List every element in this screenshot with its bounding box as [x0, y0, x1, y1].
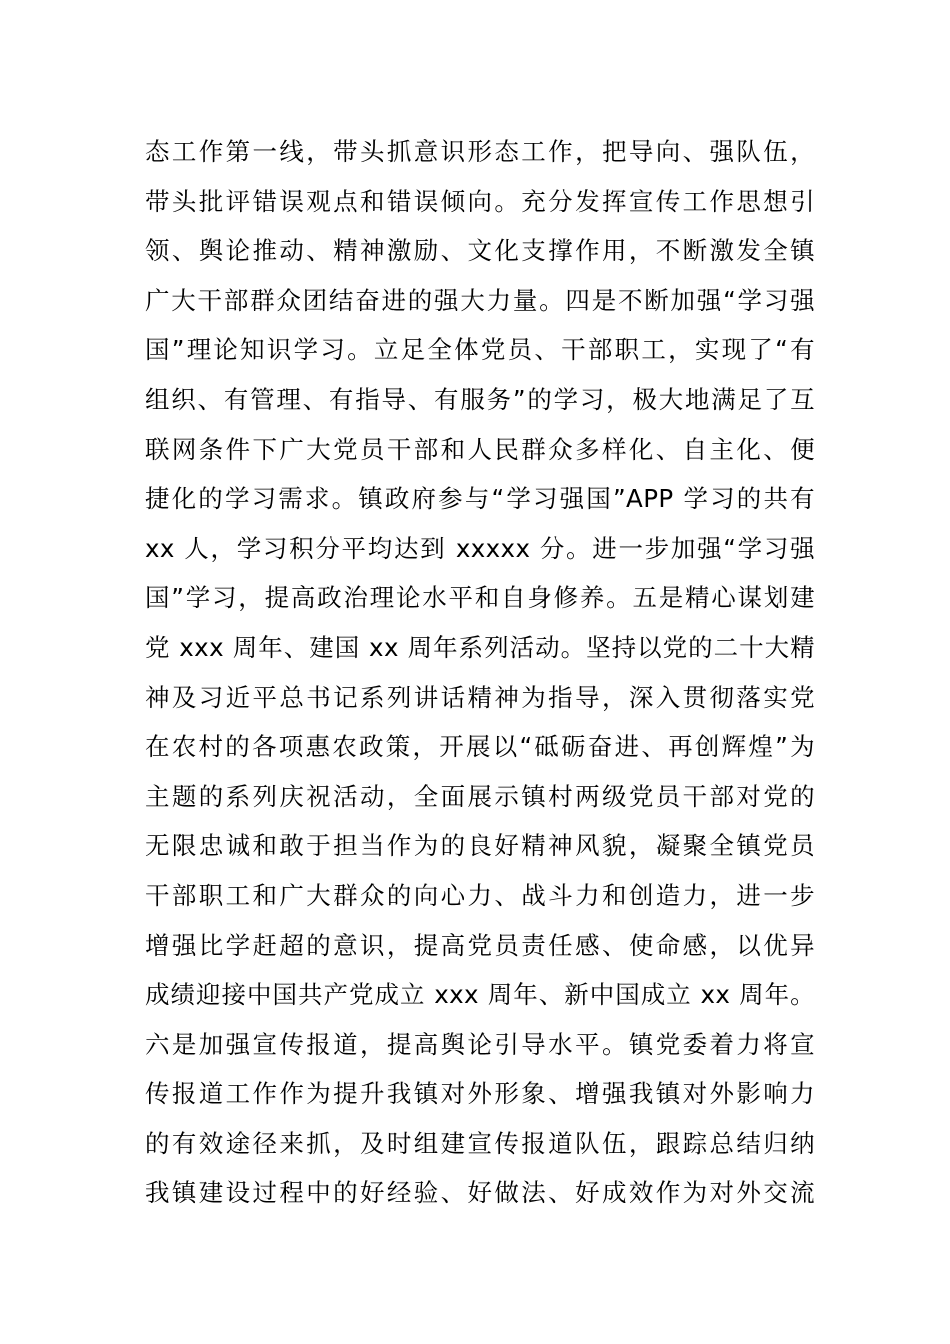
text-line: 联网条件下广大党员干部和人民群众多样化、自主化、便: [145, 434, 815, 464]
text-line: 广大干部群众团结奋进的强大力量。四是不断加强“学习强: [145, 285, 815, 315]
text-line: 党 xxx 周年、建国 xx 周年系列活动。坚持以党的二十大精: [145, 632, 815, 662]
text-line: 我镇建设过程中的好经验、好做法、好成效作为对外交流: [145, 1178, 815, 1208]
text-line: 国”理论知识学习。立足全体党员、干部职工，实现了“有: [145, 335, 815, 365]
body-paragraph: [145, 127, 815, 1218]
text-line: 增强比学赶超的意识，提高党员责任感、使命感，以优异: [145, 930, 815, 960]
text-line: 国”学习，提高政治理论水平和自身修养。五是精心谋划建: [145, 583, 815, 613]
text-line: 干部职工和广大群众的向心力、战斗力和创造力，进一步: [145, 880, 815, 910]
text-line: 成绩迎接中国共产党成立 xxx 周年、新中国成立 xx 周年。: [145, 980, 815, 1010]
text-line: 无限忠诚和敢于担当作为的良好精神风貌，凝聚全镇党员: [145, 831, 815, 861]
text-line: 组织、有管理、有指导、有服务”的学习，极大地满足了互: [145, 384, 815, 414]
text-line: 带头批评错误观点和错误倾向。充分发挥宣传工作思想引: [145, 186, 815, 216]
text-line: 主题的系列庆祝活动，全面展示镇村两级党员干部对党的: [145, 781, 815, 811]
text-line: 传报道工作作为提升我镇对外形象、增强我镇对外影响力: [145, 1079, 815, 1109]
text-line: 在农村的各项惠农政策，开展以“砥砺奋进、再创辉煌”为: [145, 732, 815, 762]
text-line: 的有效途径来抓，及时组建宣传报道队伍，跟踪总结归纳: [145, 1128, 815, 1158]
text-line: 神及习近平总书记系列讲话精神为指导，深入贯彻落实党: [145, 682, 815, 712]
text-line: xx 人，学习积分平均达到 xxxxx 分。进一步加强“学习强: [145, 533, 815, 563]
text-line: 领、舆论推动、精神激励、文化支撑作用，不断激发全镇: [145, 236, 815, 266]
text-line: 态工作第一线，带头抓意识形态工作，把导向、强队伍，: [145, 137, 815, 166]
text-line: 六是加强宣传报道，提高舆论引导水平。镇党委着力将宣: [145, 1029, 815, 1059]
text-line: 捷化的学习需求。镇政府参与“学习强国”APP 学习的共有: [145, 484, 815, 514]
